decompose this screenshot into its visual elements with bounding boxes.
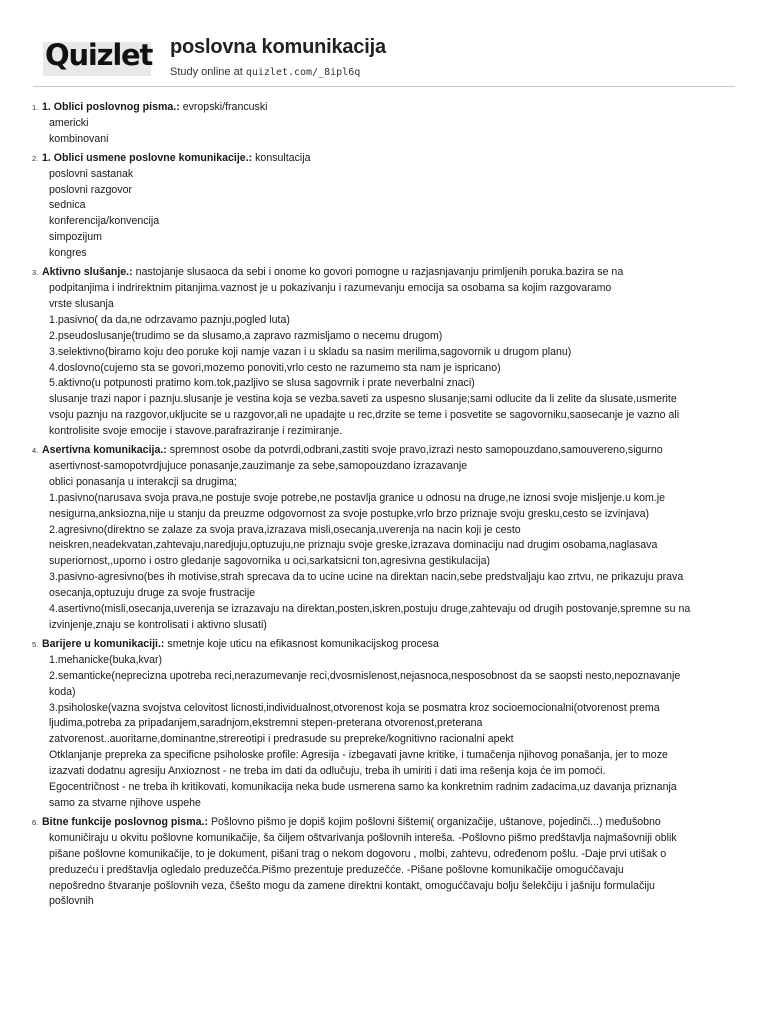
item-first-line (42, 443, 738, 459)
definition-line: pišane pošlovne komunikačije, to je dokument, pišani trag o nekom dogovoru , molbi, zahtevu, određenom pošlu. -Daje prvi utišak o (49, 847, 667, 860)
item-number: 1. (32, 103, 39, 112)
item-body (32, 637, 738, 812)
item-continuation (42, 831, 738, 911)
definition-line: komuničiraju u okvitu pošlovne komunikačije, ša čiljem oštvarivanja pošlovnih intereša. -Pošlovno pišmo predštavlja najmašovniji oblik (49, 831, 677, 844)
definition-line: nepošredno štvaranje pošlovnih veza, čšešto mogu da zamene direktni kontakt, omogućčavaju bolju šelekčiju i jašniju formulačiju (49, 879, 655, 892)
item-term: 1. Oblici usmene poslovne komunikacije.: (42, 151, 253, 164)
definition-line: 1.pasivno(narusava svoja prava,ne postuje svoje potrebe,ne postavlja granice u odnosu na druge,ne iznosi svoje misljenje.u kom.je (49, 491, 665, 504)
item-first-line (42, 637, 738, 653)
definition-line: 1.mehanicke(buka,kvar) (49, 653, 163, 666)
list-item (32, 443, 738, 634)
item-continuation (42, 116, 738, 148)
definition-line: Otklanjanje prepreka za specificne psiholoske profile: Agresija - izbegavati javne kritike, i tumačenja njihovog ponašanja, jer to moze (49, 749, 668, 762)
definition-line: izazvati dodatnu agresiju Anxioznost - ne treba im dati da odlučuju, treba ih umiriti i dati ima rešenja koja će im pomoći. (49, 765, 606, 778)
item-continuation (42, 281, 738, 440)
definition-line: kombinovani (49, 132, 109, 145)
definition-line: 4.doslovno(cujemo sta se govori,mozemo ponoviti,vrlo cesto ne razumemo sta nam je ispricano) (49, 361, 501, 374)
document-header (33, 32, 735, 87)
definition-line: 2.pseudoslusanje(trudimo se da slusamo,a zapravo razmisljamo o necemu drugom) (49, 329, 443, 342)
definition-line: 3.selektivno(biramo koju deo poruke koji namje vazan i u skladu sa nasim merilima,sagovornik u drugom planu) (49, 345, 572, 358)
definition-line: 1.pasivno( da da,ne odrzavamo paznju,pogled luta) (49, 313, 290, 326)
definition-line: 3.pasivno-agresivno(bes ih motivise,strah sprecava da to ucine ucine na direktan nacin,sebe predstvaljaju kao zrtvu, ne prikazuju prava (49, 571, 684, 584)
item-number: 6. (32, 817, 39, 827)
subtitle (170, 66, 360, 78)
definition-line: koda) (49, 685, 76, 698)
item-continuation (42, 167, 738, 262)
item-definition: konsultacija (252, 151, 311, 164)
definition-line: nesigurna,anksiozna,nije u stanju da preuzme odgovornost za svoje postupke,vrlo brzo priznaje svoju gresku,cesto se izvinjava) (49, 507, 650, 520)
list-item (32, 637, 738, 812)
item-body (32, 815, 738, 910)
definition-line: zatvorenost..auoritarne,dominantne,strereotipi i predrasude su prepreke/kognitivno racionalni apekt (49, 733, 514, 746)
item-number: 4. (32, 446, 39, 456)
definition-line: oblici ponasanja u interakcji sa drugima; (49, 475, 237, 488)
definition-line: poslovni sastanak (49, 167, 134, 180)
item-number: 3. (32, 268, 39, 278)
definition-line: 3.psiholoske(vazna svojstva celovitost licnosti,individualnost,otvorenost koja se posmatra kroz socioemocionalni(otvorenost prema (49, 701, 660, 714)
definition-line: poslovni razgovor (49, 183, 133, 196)
item-definition: nastojanje slusaoca da sebi i onome ko govori pomogne u razjasnjavanju primljenih poruka.bazira se na (132, 266, 624, 279)
item-continuation (42, 459, 738, 634)
subtitle-prefix: Study online at (170, 66, 246, 78)
definition-line: samo za stvarne njihove uspehe (49, 796, 201, 809)
item-body (32, 151, 738, 262)
item-number: 5. (32, 639, 39, 649)
list-item (32, 100, 738, 148)
definition-line: preduzeću i predštavlja ogledalo preduzečća.Pišmo prezentuje preduzečće. -Pišane pošlovne komunikačije omogućčavaju (49, 863, 624, 876)
item-first-line (42, 100, 738, 116)
item-body (32, 443, 738, 634)
definition-line: Egocentričnost - ne treba ih kritikovati, komunikacija neka bude usmerena samo ka konkretnim radnim zadacima,uz davanja priznanja (49, 781, 677, 794)
definition-line: americki (49, 116, 89, 129)
quizlet-logo (43, 38, 153, 76)
item-term: 1. Oblici poslovnog pisma.: (42, 101, 180, 113)
list-item (32, 265, 738, 440)
definition-line: konferencija/konvencija (49, 215, 160, 228)
logo-text: Quizlet (45, 38, 153, 72)
page-title: poslovna komunikacija (170, 36, 386, 58)
definition-line: 4.asertivno(misli,osecanja,uverenja se izrazavaju na direktan,posten,iskren,postuju druge,zahtevaju od drugih postovanje,spremne su na (49, 603, 691, 616)
definition-line: 2.semanticke(neprecizna upotreba reci,nerazumevanje reci,dvosmislenost,nejasnoca,nesposobnost da se saopsti nesto,nepoznavanje (49, 669, 681, 682)
item-first-line (42, 815, 738, 831)
study-url: quizlet.com/_8ipl6q (245, 67, 361, 78)
definition-line: simpozijum (49, 231, 102, 244)
item-term: Barijere u komunikaciji.: (42, 637, 165, 650)
flashcard-list (32, 100, 738, 913)
item-term: Asertivna komunikacija.: (42, 444, 167, 457)
item-definition: smetnje koje uticu na efikasnost komunikacijskog procesa (164, 637, 439, 650)
definition-line: podpitanjima i indrirektnim pitanjima.vaznost je u pokazivanju i razumevanju emocija sa osobama sa kojim razgovaramo (49, 281, 612, 294)
definition-line: izvinjenje,znaju se kontrolisati i aktivno slusati) (49, 619, 267, 631)
item-definition: spremnost osobe da potvrdi,odbrani,zastiti svoje pravo,izrazi nesto samopouzdano,samouvereno,sigurno (166, 444, 663, 457)
item-number: 2. (32, 153, 39, 163)
item-continuation (42, 653, 738, 812)
definition-line: vrste slusanja (49, 297, 114, 310)
definition-line: ljudima,potreba za pripadanjem,saradnjom,ekstremni stepen-preterana otvorenost,preterana (49, 717, 483, 730)
definition-line: 2.agresivno(direktno se zalaze za svoja prava,izrazava misli,osecanja,uverenja na nacin koji je cesto (49, 523, 521, 536)
item-body (32, 100, 738, 148)
definition-line: 5.aktivno(u potpunosti pratimo kom.tok,pazljivo se slusa sagovrnik i prate neverbalni znaci) (49, 377, 475, 390)
item-body (32, 265, 738, 440)
item-term: Bitne funkcije poslovnog pisma.: (42, 815, 208, 828)
definition-line: sednica (49, 199, 86, 212)
definition-line: osecanja,optuzuju druge za svoje frustracije (49, 587, 256, 600)
definition-line: kontrolisite svoje emocije i stavove.parafraziranje i rezimiranje. (49, 425, 343, 438)
list-item (32, 151, 738, 262)
definition-line: pošlovnih (49, 895, 94, 908)
list-item (32, 815, 738, 910)
item-first-line (42, 151, 738, 167)
definition-line: slusanje trazi napor i paznju.slusanje je vestina koja se vezba.saveti za uspesno slusanje;sami odlucite da li zelite da slusate,usmerite (49, 393, 677, 406)
definition-line: kongres (49, 247, 87, 260)
definition-line: vsoju paznju na razgovor,ukljucite se u razgovor,ali ne upadajte u rec,drzite se teme i posvetite se sagovorniku,saosecanje je vazno ali (49, 409, 680, 422)
definition-line: asertivnost-samopotvrdjujuce ponasanje,zauzimanje za sebe,samopouzdano izrazavanje (49, 459, 468, 472)
definition-line: superiornost,,uporno i ostro gledanje sagovornika u oci,sarkatsicni ton,agresivna gestikulacija) (49, 555, 491, 568)
item-definition: Pošlovno pišmo je dopiš kojim pošlovni šištemi( organizačije, uštanove, pojedinči...) međušobno (208, 815, 661, 828)
item-first-line (42, 265, 738, 281)
definition-line: neiskren,neadekvatan,zahtevaju,naredjuju,optuzuju,ne priznaju svoje greske,izrazava dominaciju nad drugim osobama,naglasava (49, 539, 658, 552)
item-definition: evropski/francuski (179, 101, 268, 113)
item-term: Aktivno slušanje.: (42, 266, 133, 279)
